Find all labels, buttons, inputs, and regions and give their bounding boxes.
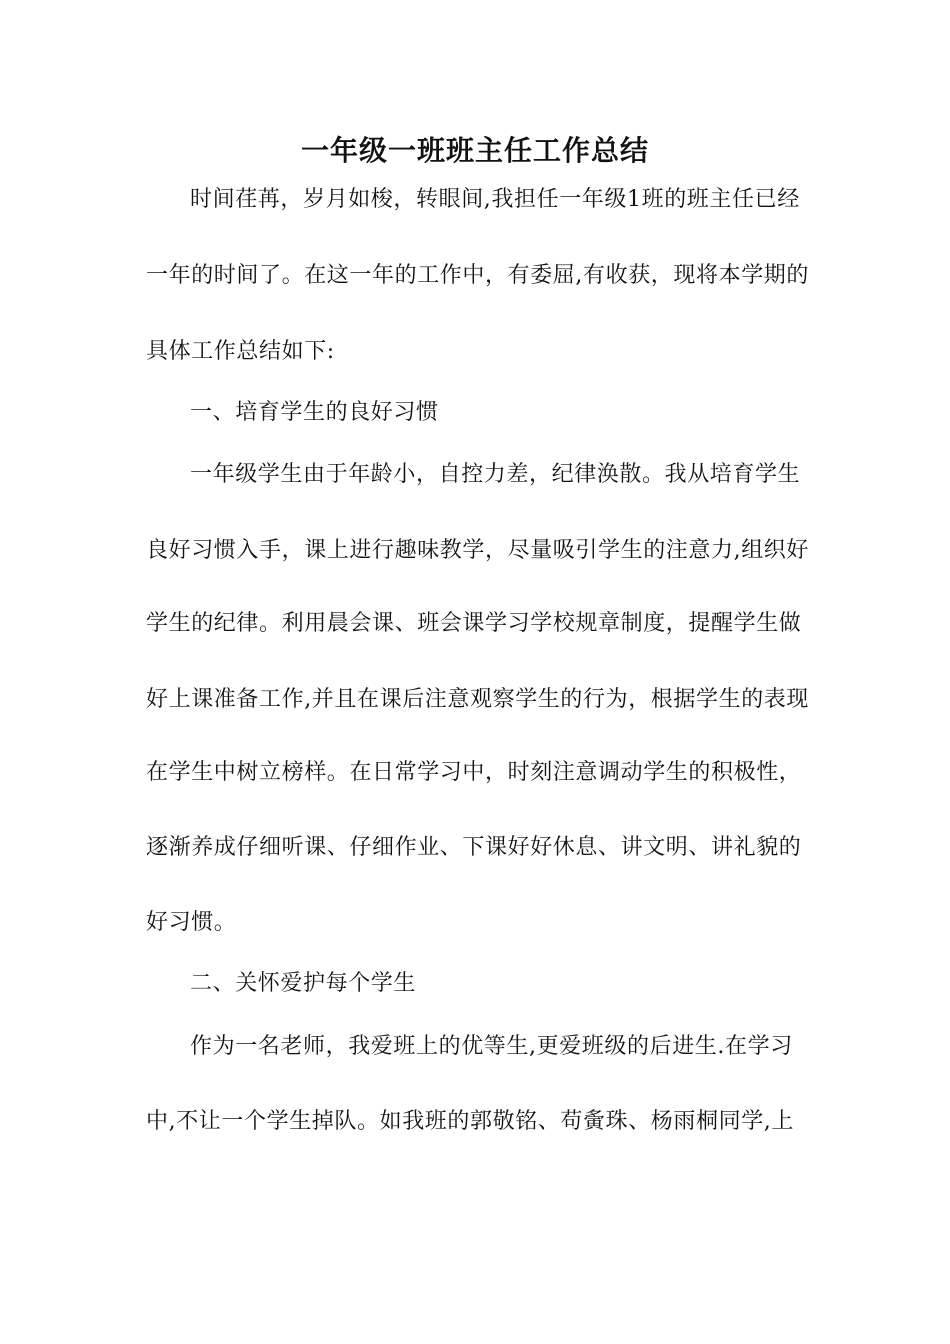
paragraph-line: 一年级学生由于年龄小，自控力差，纪律涣散。我从培育学生 — [190, 462, 801, 487]
paragraph-line: 好习惯。 — [146, 910, 237, 935]
paragraph-line: 作为一名老师，我爱班上的优等生,更爱班级的后进生.在学习 — [190, 1034, 793, 1059]
section-heading: 二、关怀爱护每个学生 — [190, 971, 417, 996]
section-heading: 一、培育学生的良好习惯 — [190, 400, 439, 425]
paragraph-line: 时间荏苒，岁月如梭，转眼间,我担任一年级1班的班主任已经 — [190, 187, 800, 212]
paragraph-line: 在学生中树立榜样。在日常学习中，时刻注意调动学生的积极性， — [146, 760, 802, 785]
paragraph-line: 良好习惯入手，课上进行趣味教学，尽量吸引学生的注意力,组织好 — [146, 538, 809, 563]
paragraph-line: 学生的纪律。利用晨会课、班会课学习学校规章制度，提醒学生做 — [146, 611, 802, 636]
paragraph-line: 一年的时间了。在这一年的工作中，有委屈,有收获，现将本学期的 — [146, 263, 809, 288]
paragraph-line: 中,不让一个学生掉队。如我班的郭敬铭、苟夤珠、杨雨桐同学,上 — [146, 1109, 794, 1134]
paragraph-line: 好上课准备工作,并且在课后注意观察学生的行为，根据学生的表现 — [146, 687, 809, 712]
paragraph-line: 具体工作总结如下: — [146, 339, 335, 364]
paragraph-line: 逐渐养成仔细听课、仔细作业、下课好好休息、讲文明、讲礼貌的 — [146, 835, 802, 860]
document-title: 一年级一班班主任工作总结 — [300, 134, 649, 167]
